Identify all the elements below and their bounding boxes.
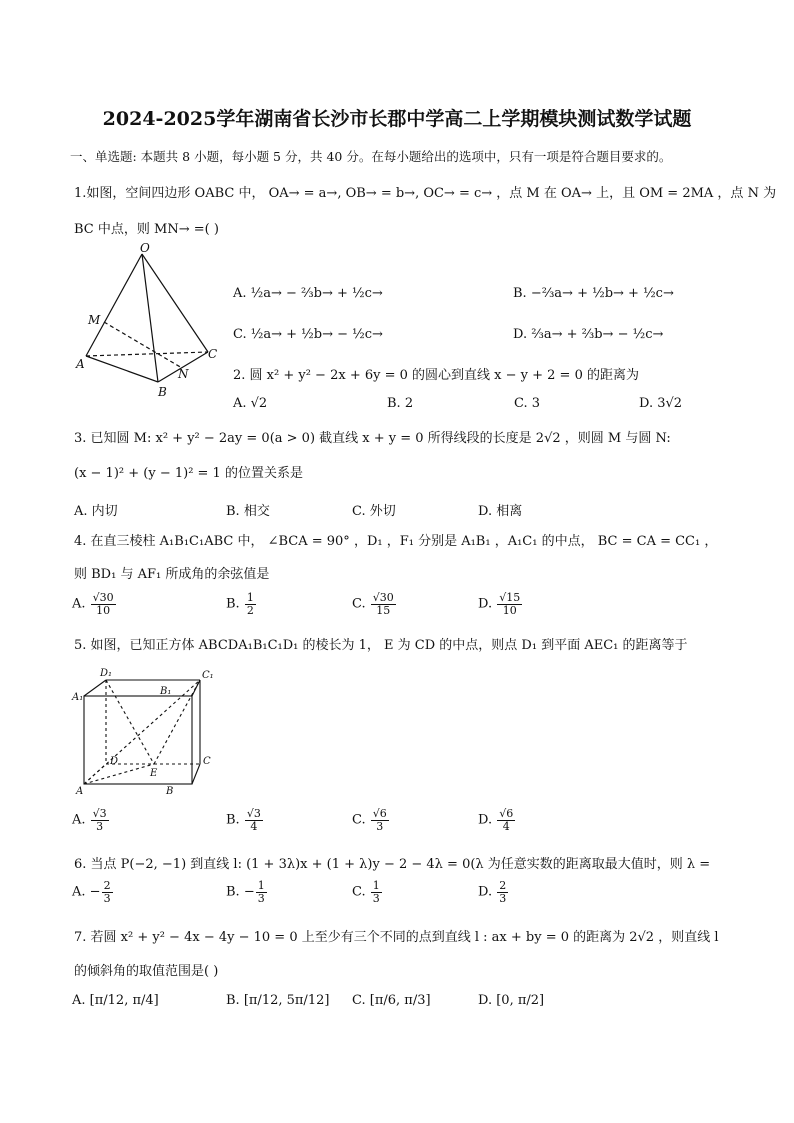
q4-stem-line2: 则 BD₁ 与 AF₁ 所成角的余弦值是 bbox=[74, 567, 270, 582]
q6-option-b[interactable]: B. − $\frac{1}{3}$ bbox=[226, 879, 265, 905]
q1-option-d[interactable]: D. ⅔a→ + ⅔b→ − ½c→ bbox=[513, 327, 664, 342]
q1-fig-label-b: B bbox=[158, 385, 167, 399]
q5-fig-label-c1: C₁ bbox=[202, 670, 214, 681]
q6-d-fraction: $\frac{2}{3}$ bbox=[499, 879, 507, 905]
q5-option-a[interactable]: A. $\frac{√3}{3}$ bbox=[72, 807, 107, 833]
q5-fig-label-c: C bbox=[203, 756, 211, 767]
q5-fig-label-d1: D₁ bbox=[100, 668, 113, 679]
q5-fig-label-e: E bbox=[150, 768, 158, 779]
q6-option-d[interactable]: D. $\frac{2}{3}$ bbox=[478, 879, 507, 905]
q1-fig-label-n: N bbox=[178, 367, 189, 381]
q1-option-a[interactable]: A. ½a→ − ⅔b→ + ½c→ bbox=[233, 286, 383, 301]
q7-option-b[interactable]: B. [π/12, 5π/12] bbox=[226, 993, 330, 1008]
q6-option-a[interactable]: A. − $\frac{2}{3}$ bbox=[72, 879, 111, 905]
q5-fig-label-d: D bbox=[110, 756, 119, 767]
q2-option-a[interactable]: A. √2 bbox=[233, 396, 268, 411]
q5-option-b[interactable]: B. $\frac{√3}{4}$ bbox=[226, 807, 261, 833]
q7-option-c[interactable]: C. [π/6, π/3] bbox=[352, 993, 431, 1008]
q5-b-fraction: $\frac{√3}{4}$ bbox=[246, 807, 261, 833]
q5-a-fraction: $\frac{√3}{3}$ bbox=[92, 807, 107, 833]
q4-option-b[interactable]: B. $\frac{1}{2}$ bbox=[226, 591, 254, 617]
q2-stem: 2. 圆 x² + y² − 2x + 6y = 0 的圆心到直线 x − y + 2 = 0 的距离为 bbox=[233, 368, 639, 383]
q4-d-fraction: $\frac{√15}{10}$ bbox=[499, 591, 521, 617]
q7-stem-line1: 7. 若圆 x² + y² − 4x − 4y − 10 = 0 上至少有三个不同的点到直线 l : ax + by = 0 的距离为 2√2 ，则直线 l bbox=[74, 930, 719, 945]
q2-option-b[interactable]: B. 2 bbox=[387, 396, 414, 411]
q5-fig-label-b: B bbox=[166, 786, 174, 797]
q5-c-fraction: $\frac{√6}{3}$ bbox=[372, 807, 387, 833]
q5-fig-label-a1: A₁ bbox=[72, 692, 84, 703]
q1-option-b[interactable]: B. −⅔a→ + ½b→ + ½c→ bbox=[513, 286, 674, 301]
q6-c-fraction: $\frac{1}{3}$ bbox=[372, 879, 380, 905]
q5-d-fraction: $\frac{√6}{4}$ bbox=[499, 807, 514, 833]
q2-option-d[interactable]: D. 3√2 bbox=[639, 396, 683, 411]
q4-b-fraction: $\frac{1}{2}$ bbox=[246, 591, 254, 617]
q1-stem-line2: BC 中点，则 MN→ =( ) bbox=[74, 222, 219, 237]
q1-fig-label-o: O bbox=[140, 241, 150, 255]
q5-option-c[interactable]: C. $\frac{√6}{3}$ bbox=[352, 807, 387, 833]
q5-option-d[interactable]: D. $\frac{√6}{4}$ bbox=[478, 807, 514, 833]
q6-a-fraction: $\frac{2}{3}$ bbox=[103, 879, 111, 905]
q1-stem-line1: 1.如图，空间四边形 OABC 中， OA→ = a→, OB→ = b→, OC→ = c→ ，点 M 在 OA→ 上，且 OM = 2MA ，点 N 为 bbox=[74, 186, 777, 201]
q5-cube-figure bbox=[68, 664, 218, 800]
q4-stem-line1: 4. 在直三棱柱 A₁B₁C₁ABC 中， ∠BCA = 90° ，D₁ ，F₁ 分别是 A₁B₁ ，A₁C₁ 的中点， BC = CA = CC₁ ， bbox=[74, 534, 718, 549]
q3-stem-line1: 3. 已知圆 M: x² + y² − 2ay = 0(a > 0) 截直线 x + y = 0 所得线段的长度是 2√2 ，则圆 M 与圆 N: bbox=[74, 431, 671, 446]
q4-option-d[interactable]: D. $\frac{√15}{10}$ bbox=[478, 591, 521, 617]
q3-option-b[interactable]: B. 相交 bbox=[226, 504, 270, 519]
q5-fig-label-a: A bbox=[76, 786, 84, 797]
q3-option-d[interactable]: D. 相离 bbox=[478, 504, 523, 519]
section-heading: 一、单选题: 本题共 8 小题，每小题 5 分，共 40 分。在每小题给出的选项中，只有一项是符合题目要求的。 bbox=[70, 149, 672, 164]
q5-fig-label-b1: B₁ bbox=[160, 686, 172, 697]
q3-option-a[interactable]: A. 内切 bbox=[74, 504, 118, 519]
q1-tetrahedron-figure bbox=[72, 240, 232, 405]
q7-option-a[interactable]: A. [π/12, π/4] bbox=[72, 993, 159, 1008]
q2-option-c[interactable]: C. 3 bbox=[514, 396, 541, 411]
q6-stem: 6. 当点 P(−2, −1) 到直线 l: (1 + 3λ)x + (1 + λ)y − 2 − 4λ = 0(λ 为任意实数的距离取最大值时，则 λ = bbox=[74, 857, 711, 872]
q1-fig-label-c: C bbox=[208, 347, 218, 361]
q7-option-d[interactable]: D. [0, π/2] bbox=[478, 993, 545, 1008]
q4-option-c[interactable]: C. $\frac{√30}{15}$ bbox=[352, 591, 394, 617]
q3-option-c[interactable]: C. 外切 bbox=[352, 504, 396, 519]
q3-stem-line2: (x − 1)² + (y − 1)² = 1 的位置关系是 bbox=[74, 466, 303, 481]
page-title: 2024-2025学年湖南省长沙市长郡中学高二上学期模块测试数学试题 bbox=[102, 108, 692, 130]
q4-a-fraction: $\frac{√30}{10}$ bbox=[92, 591, 114, 617]
q6-option-c[interactable]: C. $\frac{1}{3}$ bbox=[352, 879, 380, 905]
q7-stem-line2: 的倾斜角的取值范围是( ) bbox=[74, 964, 219, 979]
q4-c-fraction: $\frac{√30}{15}$ bbox=[372, 591, 394, 617]
q1-fig-label-a: A bbox=[76, 357, 85, 371]
q4-option-a[interactable]: A. $\frac{√30}{10}$ bbox=[72, 591, 114, 617]
q6-b-fraction: $\frac{1}{3}$ bbox=[257, 879, 265, 905]
q5-stem: 5. 如图，已知正方体 ABCDA₁B₁C₁D₁ 的棱长为 1， E 为 CD 的中点，则点 D₁ 到平面 AEC₁ 的距离等于 bbox=[74, 638, 688, 653]
q1-fig-label-m: M bbox=[88, 313, 101, 327]
q1-option-c[interactable]: C. ½a→ + ½b→ − ½c→ bbox=[233, 327, 383, 342]
